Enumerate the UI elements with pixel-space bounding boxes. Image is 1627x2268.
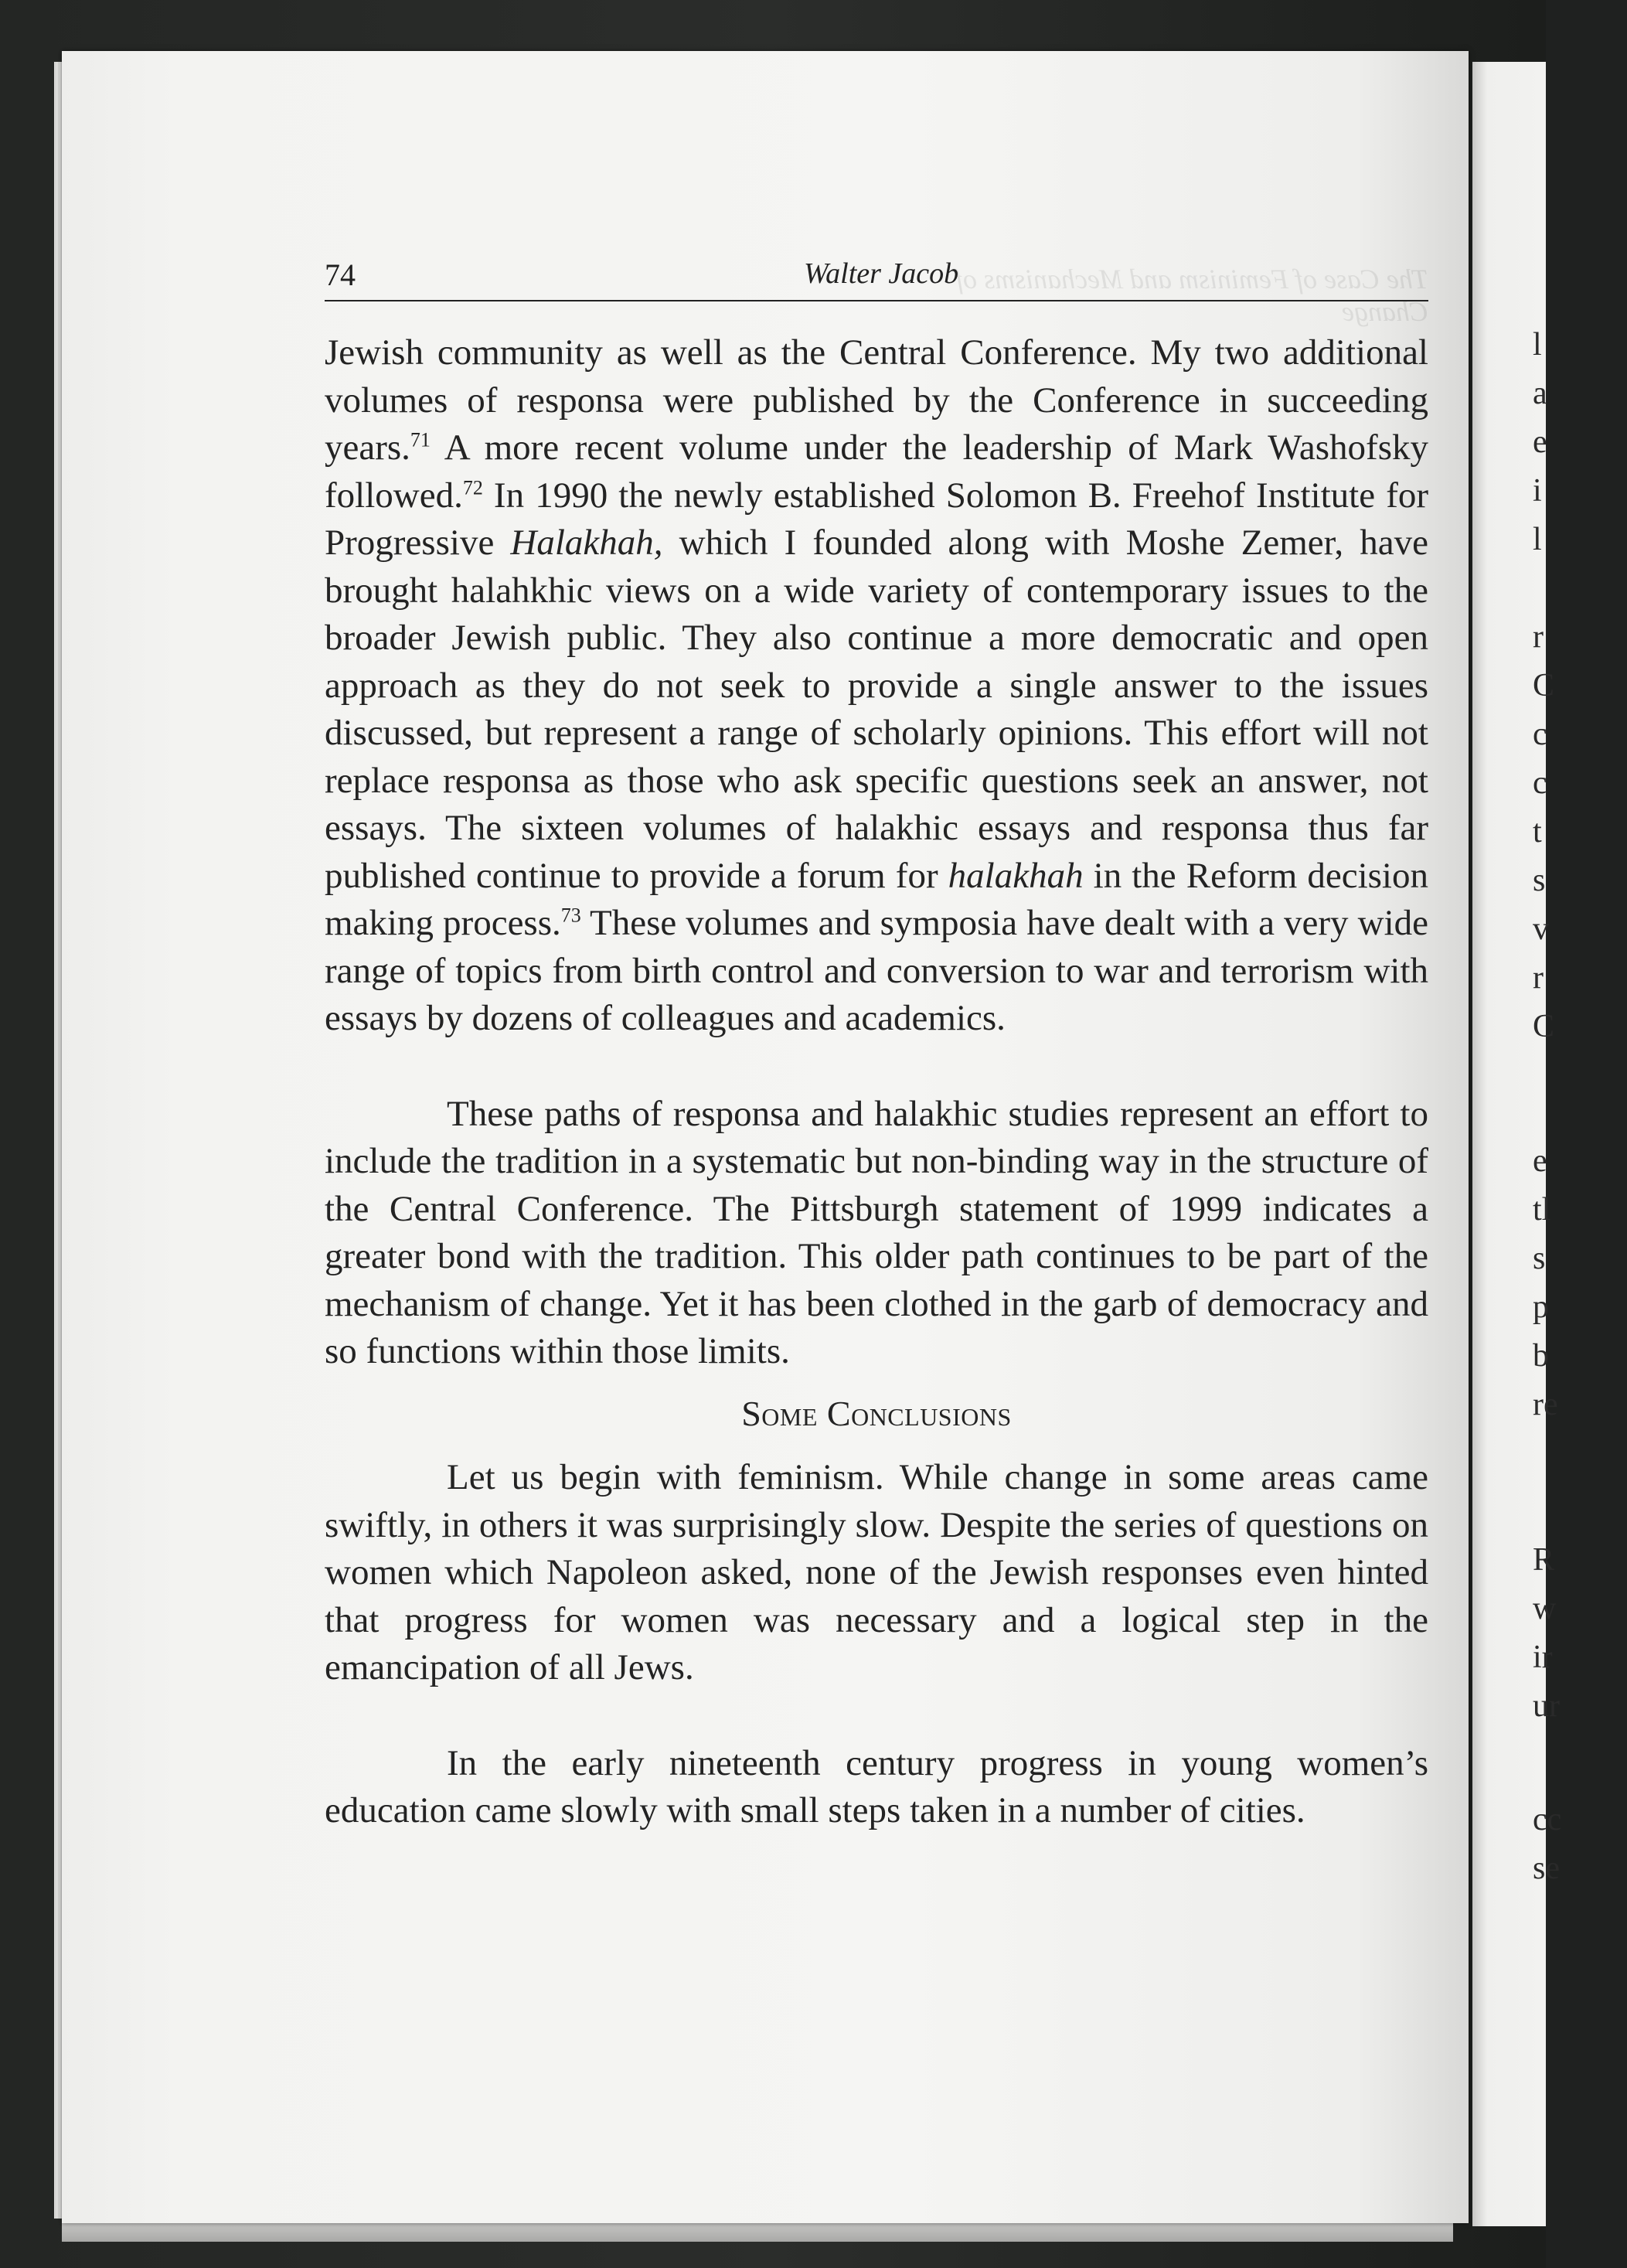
facing-page-fragment: w bbox=[1533, 1591, 1557, 1626]
paragraph: In the early nineteenth century progress in young women’s education came slowly with small steps taken in a number of cities. bbox=[325, 1742, 1428, 1830]
facing-page-fragment: tl bbox=[1533, 1192, 1551, 1228]
paragraph-gap bbox=[325, 1692, 1428, 1740]
facing-page-fragment: s bbox=[1533, 1241, 1546, 1276]
facing-page bbox=[1472, 62, 1562, 2226]
facing-page-fragment: l bbox=[1533, 522, 1542, 557]
facing-page-fragment: p bbox=[1533, 1289, 1549, 1325]
facing-page-fragment: e bbox=[1533, 1143, 1547, 1179]
footnote-ref: 72 bbox=[462, 475, 483, 499]
paragraph: Let us begin with feminism. While change in some areas came swiftly, in others it was surprisingly slow. Despite the series of questions on women which Napoleon asked, none of the Jewish responses even hinted that progress for women was necessary and a logical step in the emancipation of all Jews. bbox=[325, 1457, 1428, 1687]
facing-page-fragment: i bbox=[1533, 473, 1542, 509]
paragraph: These paths of responsa and halakhic studies represent an effort to include the tradition in a systematic but non-binding way in the structure of the Central Conference. The Pittsburgh statement of 1999 indicates a greater bond with the tradition. This older path continues to be part of the mechanism of change. Yet it has been clothed in the garb of democracy and so functions within those limits. bbox=[325, 1093, 1428, 1371]
facing-page-fragment: C bbox=[1533, 668, 1555, 703]
text-run: which I founded along with Moshe Zemer, have brought halahkhic views on a wide variety of contemporary issues to the broader Jewish public. They also continue a more democratic and open approach as they do not seek to provide a single answer to the issues discussed, but represent a range of scholarly opinions. This effort will not replace responsa as those who ask specific questions seek an answer, not essays. The sixteen volumes of halakhic essays and responsa thus far published continue to provide a forum for bbox=[325, 523, 1428, 896]
text-run: In 1990 the newly established Solomon B. Freehof Institute for Progressive bbox=[325, 475, 1428, 563]
paragraph bbox=[325, 329, 1428, 1043]
paragraph-gap bbox=[325, 1043, 1428, 1091]
facing-page-fragment: cc bbox=[1533, 1802, 1562, 1837]
facing-page-fragment: c bbox=[1533, 717, 1547, 752]
page-header bbox=[325, 257, 1428, 327]
facing-page-fragment: a bbox=[1533, 376, 1547, 411]
facing-page-fragment: re bbox=[1533, 1387, 1558, 1422]
facing-page-fragment: ur bbox=[1533, 1688, 1560, 1724]
footnote-ref: 73 bbox=[560, 904, 581, 927]
italic-term: halakhah bbox=[948, 855, 1084, 896]
footnote-ref: 71 bbox=[410, 428, 431, 451]
running-head: Walter Jacob bbox=[804, 257, 959, 290]
facing-page-fragment: C bbox=[1533, 1009, 1555, 1044]
facing-page-fragment: R bbox=[1533, 1542, 1555, 1578]
text-run: in the Reform decision making process. bbox=[325, 855, 1428, 943]
text-run: A more recent volume under the leadership of Mark Washofsky followed. bbox=[325, 427, 1428, 516]
facing-page-fragment: l bbox=[1533, 327, 1542, 363]
italic-term: Halakhah, bbox=[510, 523, 663, 563]
facing-page-fragment: b bbox=[1533, 1338, 1549, 1374]
facing-page-fragment: se bbox=[1533, 1851, 1560, 1886]
page-number: 74 bbox=[325, 257, 356, 292]
facing-page-fragment: t bbox=[1533, 814, 1542, 850]
facing-page-fragment: v bbox=[1533, 911, 1549, 947]
text-run: Jewish community as well as the Central Conference. My two additional volumes of responsa were published by the Conference in succeeding years. bbox=[325, 332, 1428, 468]
show-through-text: The Case of Feminism and Mechanisms of Change bbox=[955, 264, 1428, 327]
section-heading: Some Conclusions bbox=[741, 1393, 1012, 1433]
facing-page-fragment: e bbox=[1533, 424, 1547, 460]
text-run: These volumes and symposia have dealt with a very wide range of topics from birth control and conversion to war and terrorism with essays by dozens of colleagues and academics. bbox=[325, 903, 1428, 1038]
facing-page-fragment: ir bbox=[1533, 1640, 1553, 1675]
body-text bbox=[325, 329, 1428, 1835]
facing-page-fragment: r bbox=[1533, 619, 1544, 655]
facing-page-fragment: c bbox=[1533, 765, 1547, 801]
facing-page-fragment: s bbox=[1533, 863, 1546, 898]
facing-page-fragment: r bbox=[1533, 960, 1544, 996]
